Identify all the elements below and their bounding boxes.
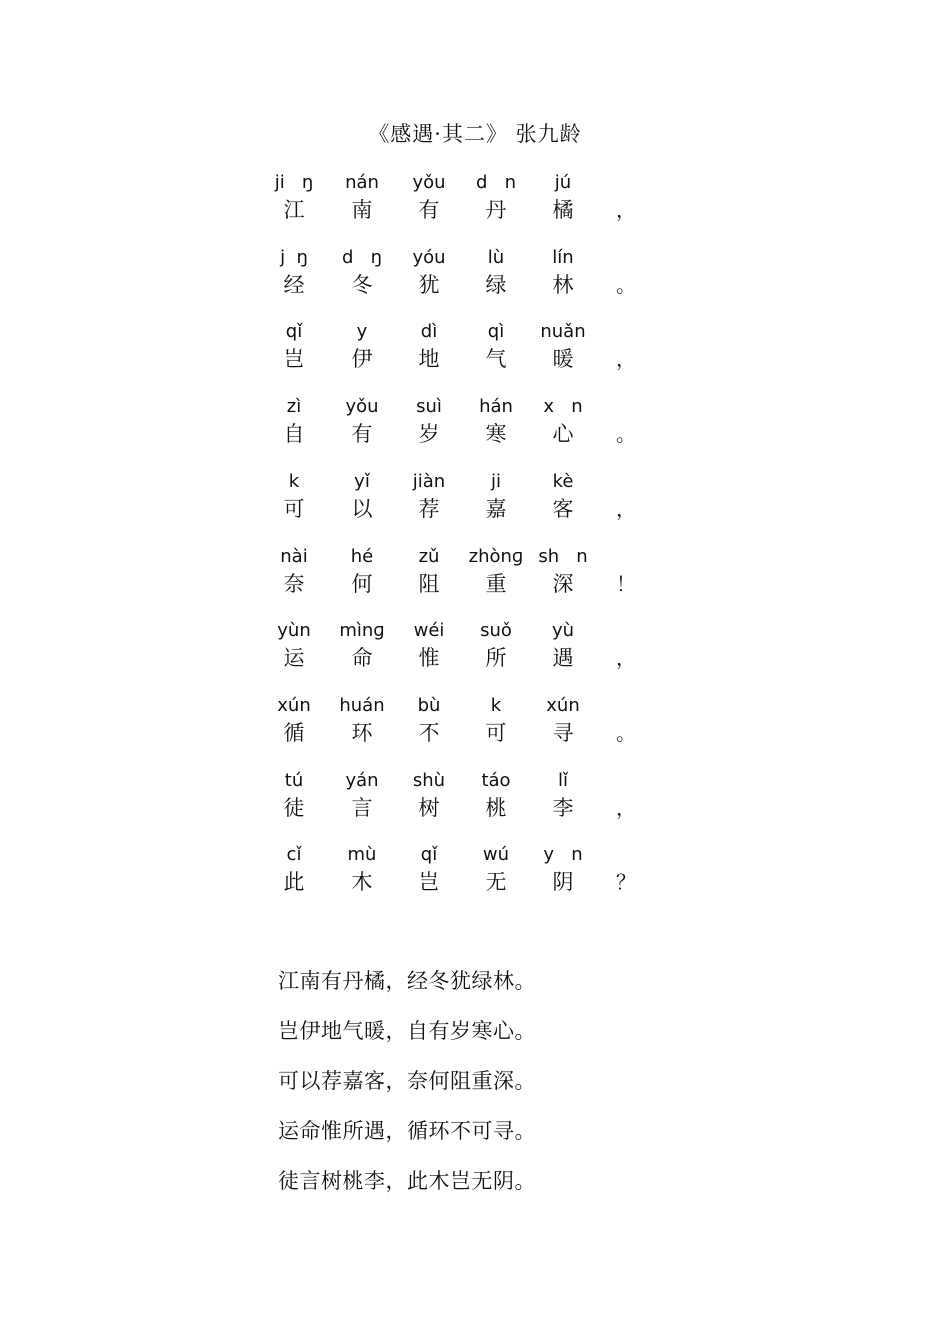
pinyin-syllable: jiàn <box>412 470 446 492</box>
hanzi-character: 不 <box>418 720 440 745</box>
hanzi-character: 所 <box>485 646 507 671</box>
pinyin-syllable: hán <box>479 396 513 418</box>
pinyin-syllable: x n <box>543 396 583 418</box>
pinyin-syllable: hé <box>350 545 374 567</box>
verse-punctuation: ？ <box>616 870 636 895</box>
pinyin-syllable: jú <box>554 172 572 193</box>
hanzi-character: 以 <box>351 496 373 521</box>
hanzi-character: 嘉 <box>485 496 507 521</box>
verse-punctuation: 。 <box>616 422 636 447</box>
pinyin-syllable: sh n <box>538 545 588 567</box>
pinyin-syllable: y n <box>543 844 583 866</box>
verse-row <box>0 546 950 606</box>
hanzi-character: 林 <box>552 272 574 297</box>
pinyin-syllable: kè <box>552 470 574 492</box>
pinyin-syllable: k <box>288 470 300 492</box>
hanzi-character: 冬 <box>351 272 373 297</box>
hanzi-character: 地 <box>418 347 440 372</box>
hanzi-character: 遇 <box>552 646 574 671</box>
verse-punctuation: 。 <box>616 272 636 297</box>
pinyin-syllable: bù <box>417 694 441 716</box>
poem-line: 可以荐嘉客，奈何阻重深。 <box>278 1069 536 1093</box>
pinyin-syllable: qǐ <box>420 844 438 866</box>
verse-punctuation: 。 <box>616 720 636 745</box>
pinyin-syllable: dì <box>420 321 438 343</box>
poem-line: 徒言树桃李，此木岂无阴。 <box>278 1169 536 1193</box>
hanzi-character: 树 <box>418 795 440 820</box>
pinyin-syllable: lín <box>552 246 574 268</box>
pinyin-syllable: ji ŋ <box>274 172 314 193</box>
pinyin-syllable: suì <box>416 396 442 418</box>
pinyin-syllable: qǐ <box>285 321 303 343</box>
hanzi-character: 寻 <box>552 720 574 745</box>
poem-line: 江南有丹橘，经冬犹绿林。 <box>278 969 536 993</box>
pinyin-syllable: shù <box>412 769 446 791</box>
hanzi-character: 客 <box>552 496 574 521</box>
pinyin-syllable: zǔ <box>418 545 440 567</box>
hanzi-character: 自 <box>283 422 305 447</box>
pinyin-syllable: xún <box>277 694 311 716</box>
hanzi-character: 暖 <box>552 347 574 372</box>
hanzi-character: 伊 <box>351 347 373 372</box>
pinyin-syllable: k <box>490 694 502 716</box>
pinyin-syllable: táo <box>481 769 511 791</box>
pinyin-syllable: qì <box>487 321 505 343</box>
pinyin-syllable: yán <box>345 769 379 791</box>
hanzi-character: 荐 <box>418 496 440 521</box>
hanzi-character: 可 <box>283 496 305 521</box>
hanzi-character: 阻 <box>418 571 440 596</box>
hanzi-character: 岂 <box>418 870 440 895</box>
pinyin-syllable: lǐ <box>557 769 568 791</box>
pinyin-syllable: cǐ <box>286 844 302 866</box>
verse-punctuation: ， <box>616 646 636 671</box>
verse-row <box>0 620 950 680</box>
pinyin-syllable: wéi <box>413 620 445 642</box>
pinyin-syllable: yǐ <box>354 470 370 492</box>
hanzi-character: 惟 <box>418 646 440 671</box>
hanzi-character: 奈 <box>283 571 305 596</box>
hanzi-character: 有 <box>418 198 440 222</box>
pinyin-syllable: d n <box>476 172 516 193</box>
hanzi-character: 李 <box>552 795 574 820</box>
verse-row <box>0 471 950 531</box>
hanzi-character: 何 <box>351 571 373 596</box>
pinyin-syllable: nuǎn <box>540 321 586 343</box>
poem-line: 岂伊地气暖，自有岁寒心。 <box>278 1019 536 1043</box>
verse-punctuation: ， <box>616 347 636 372</box>
hanzi-character: 阴 <box>552 870 574 895</box>
hanzi-character: 重 <box>485 571 507 596</box>
hanzi-character: 无 <box>485 870 507 895</box>
pinyin-syllable: j ŋ <box>280 246 308 268</box>
verse-punctuation: ， <box>616 198 636 222</box>
pinyin-syllable: suǒ <box>480 620 512 642</box>
pinyin-syllable: tú <box>284 769 304 791</box>
pinyin-syllable: huán <box>339 694 385 716</box>
verse-row <box>0 844 950 904</box>
pinyin-syllable: yóu <box>412 246 446 268</box>
hanzi-character: 有 <box>351 422 373 447</box>
pinyin-syllable: y <box>356 321 368 343</box>
pinyin-syllable: mù <box>347 844 377 866</box>
hanzi-character: 南 <box>351 198 373 222</box>
hanzi-character: 言 <box>351 795 373 820</box>
verse-row <box>0 172 950 232</box>
hanzi-character: 木 <box>351 870 373 895</box>
pinyin-syllable: d ŋ <box>342 246 382 268</box>
verse-row <box>0 247 950 307</box>
hanzi-character: 深 <box>552 571 574 596</box>
hanzi-character: 运 <box>283 646 305 671</box>
hanzi-character: 桃 <box>485 795 507 820</box>
pinyin-syllable: yǒu <box>345 396 379 418</box>
hanzi-character: 江 <box>283 198 305 222</box>
verse-punctuation: ！ <box>616 571 636 596</box>
poem-title: 《感遇·其二》 张九龄 <box>368 122 582 146</box>
hanzi-character: 气 <box>485 347 507 372</box>
hanzi-character: 岂 <box>283 347 305 372</box>
hanzi-character: 此 <box>283 870 305 895</box>
hanzi-character: 橘 <box>552 198 574 222</box>
verse-row <box>0 770 950 830</box>
hanzi-character: 丹 <box>485 198 507 222</box>
hanzi-character: 循 <box>283 720 305 745</box>
pinyin-syllable: ji <box>490 470 501 492</box>
hanzi-character: 绿 <box>485 272 507 297</box>
verse-row <box>0 695 950 755</box>
pinyin-syllable: zì <box>286 396 302 418</box>
pinyin-syllable: mìnɡ <box>339 620 385 642</box>
pinyin-syllable: yù <box>551 620 575 642</box>
hanzi-character: 寒 <box>485 422 507 447</box>
pinyin-syllable: nài <box>280 545 308 567</box>
hanzi-character: 心 <box>552 422 574 447</box>
pinyin-syllable: xún <box>546 694 580 716</box>
verse-row <box>0 396 950 456</box>
verse-punctuation: ， <box>616 496 636 521</box>
hanzi-character: 岁 <box>418 422 440 447</box>
pinyin-syllable: lù <box>487 246 505 268</box>
poem-line: 运命惟所遇，循环不可寻。 <box>278 1119 536 1143</box>
hanzi-character: 可 <box>485 720 507 745</box>
verse-row <box>0 321 950 381</box>
pinyin-syllable: zhònɡ <box>468 545 524 567</box>
hanzi-character: 经 <box>283 272 305 297</box>
hanzi-character: 环 <box>351 720 373 745</box>
pinyin-syllable: yùn <box>277 620 311 642</box>
pinyin-syllable: nán <box>345 172 379 193</box>
pinyin-syllable: wú <box>482 844 510 866</box>
pinyin-syllable: yǒu <box>412 172 446 193</box>
hanzi-character: 命 <box>351 646 373 671</box>
hanzi-character: 犹 <box>418 272 440 297</box>
hanzi-character: 徒 <box>283 795 305 820</box>
verse-punctuation: ， <box>616 795 636 820</box>
